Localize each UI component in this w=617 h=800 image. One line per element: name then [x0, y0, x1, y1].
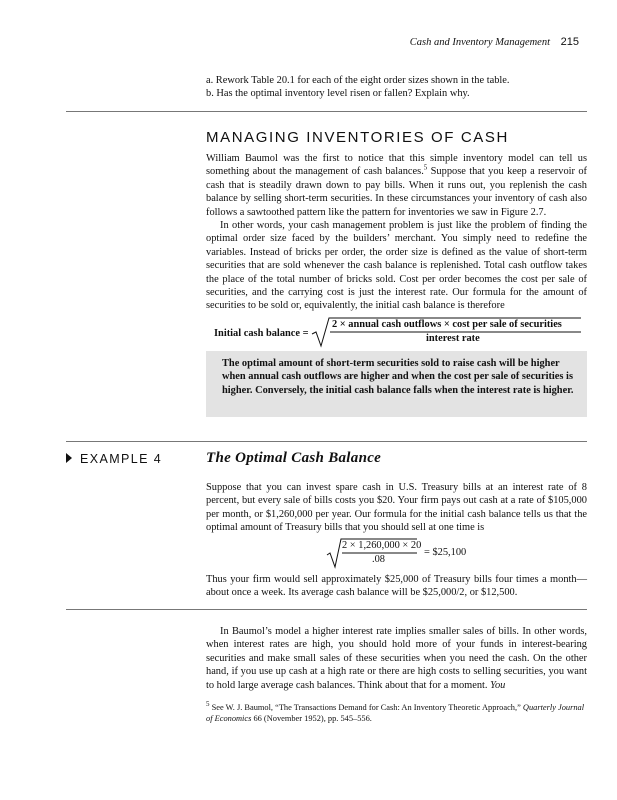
example-body [206, 481, 587, 535]
exercise-list [206, 74, 587, 101]
footnote-citation-end: 66 (November 1952), pp. 545–556. [251, 714, 372, 723]
paragraph-text: In Baumol’s model a higher interest rate implies smaller sales of bills. In other words, when interest rates are high, you should hold more of your funds in interest-bearing securities and make small sales of these securities when you need the cash. On the other hand, if you use up cash at a high rate or there are high costs to selling securities, you want to hold large average cash balances. Think about that for a moment. [206, 626, 587, 691]
section-title: MANAGING INVENTORIES OF CASH [206, 129, 509, 146]
running-head-title: Cash and Inventory Management [409, 37, 551, 48]
paragraph: In other words, your cash management problem is just like the problem of finding the optimal order size faced by the builders’ merchant. You simply need to redefine the variables. Instead of bricks per order, the order size is defined as the value of short-term securities that are sold whenever the cash balance is replenished. Total cash outflow takes the place of the total number of bricks sold. Cost per order becomes the cost per sale of securities, and the carrying cost is just the interest rate. Our formula for the amount of securities to be sold or, equivalently, the initial cash balance is therefore [206, 220, 587, 312]
paragraph-text: William Baumol was the first to notice that this simple inventory model can tell us something about the management of cash balances. [206, 153, 587, 178]
paragraph [206, 152, 587, 219]
example-result [206, 573, 587, 600]
formula-lhs: Initial cash balance = [214, 328, 309, 339]
footnote-ref: 5 [423, 163, 428, 172]
paragraph [206, 625, 587, 692]
journal-name: Quarterly Journal of Economics [206, 703, 585, 723]
paragraph: Suppose that you can invest spare cash in U.S. Treasury bills at an interest rate of 8 percent, but every sale of bills costs you $20. Your firm pays out cash at a rate of $105,000 per month, or $1,260,000 per year. Our formula for the initial cash balance tells us that the optimal amount of Treasury bills that you should sell at one time is [206, 482, 587, 534]
key-point-box [206, 351, 587, 417]
footnote-number: 5 [206, 700, 210, 709]
footnote-text [206, 702, 587, 724]
page-number: 215 [560, 36, 579, 48]
exercise-item-a: a. Rework Table 20.1 for each of the eight order sizes shown in the table. [206, 75, 510, 86]
example-label-text: EXAMPLE 4 [80, 452, 163, 466]
exercise-item-b: b. Has the optimal inventory level risen or fallen? Explain why. [206, 88, 470, 100]
example-title: The Optimal Cash Balance [206, 450, 382, 466]
body-continued [206, 625, 587, 692]
paragraph-text: Suppose that you keep a reservoir of cash that is steadily drawn down to pay bills. When it runs out, you replenish the cash balance by selling short-term securities. In these circumstances your inventory of cash also follows a sawtoothed pattern like the pattern for inventories we saw in Figure 2.7. [206, 166, 587, 218]
section-body [206, 152, 587, 313]
footnote [206, 702, 587, 724]
paragraph-continuation: You [490, 679, 506, 691]
paragraph: Thus your firm would sell approximately $25,000 of Treasury bills four times a month—about once a week. Its average cash balance will be $25,000/2, or $12,500. [206, 574, 587, 599]
key-point-text: The optimal amount of short-term securities sold to raise cash will be higher when annual cash outflows are higher and when the cost per sale of securities is higher. Conversely, the initial cash balance falls when the interest rate is higher. [222, 358, 574, 396]
formula-numerator: 2 × annual cash outflows × cost per sale of securities [332, 319, 562, 330]
formula-denominator: interest rate [426, 333, 480, 344]
formula-result: = $25,100 [424, 547, 467, 558]
formula-numerator: 2 × 1,260,000 × 20 [342, 540, 422, 551]
running-head [410, 36, 579, 48]
divider [66, 441, 587, 442]
divider [66, 111, 587, 112]
triangle-marker-icon [66, 453, 72, 463]
example-label [66, 452, 162, 466]
formula-denominator: .08 [372, 554, 385, 565]
footnote-citation: See W. J. Baumol, “The Transactions Demand for Cash: An Inventory Theoretic Approach,” [209, 703, 521, 712]
divider [66, 609, 587, 610]
